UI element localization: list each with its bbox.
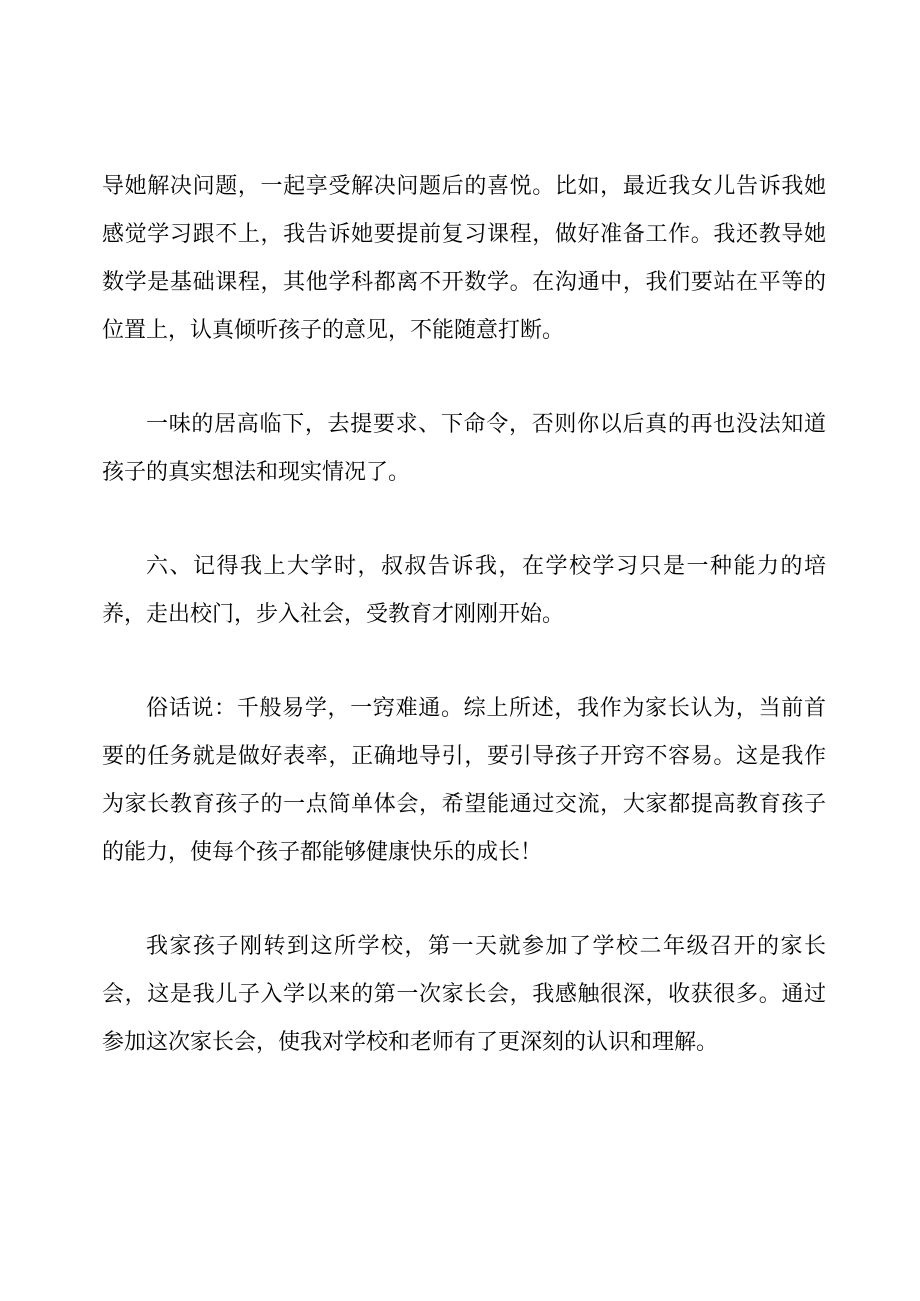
paragraph-5: 我家孩子刚转到这所学校，第一天就参加了学校二年级召开的家长会，这是我儿子入学以来的第一次家长会，我感触很深，收获很多。通过参加这次家长会，使我对学校和老师有了更深刻的认识和理解。 (102, 934, 826, 1055)
paragraph-1: 导她解决问题，一起享受解决问题后的喜悦。比如，最近我女儿告诉我她感觉学习跟不上，我告诉她要提前复习课程，做好准备工作。我还教导她数学是基础课程，其他学科都离不开数学。在沟通中，我们要站在平等的位置上，认真倾听孩子的意见，不能随意打断。 (102, 174, 826, 343)
document-body (102, 163, 826, 1067)
paragraph-4: 俗话说：千般易学，一窍难通。综上所述，我作为家长认为，当前首要的任务就是做好表率，正确地导引，要引导孩子开窍不容易。这是我作为家长教育孩子的一点简单体会，希望能通过交流，大家都提高教育孩子的能力，使每个孩子都能够健康快乐的成长！ (102, 696, 826, 865)
paragraph-2: 一味的居高临下，去提要求、下命令，否则你以后真的再也没法知道孩子的真实想法和现实情况了。 (102, 412, 826, 485)
paragraph-3: 六、记得我上大学时，叔叔告诉我，在学校学习只是一种能力的培养，走出校门，步入社会，受教育才刚刚开始。 (102, 554, 826, 627)
